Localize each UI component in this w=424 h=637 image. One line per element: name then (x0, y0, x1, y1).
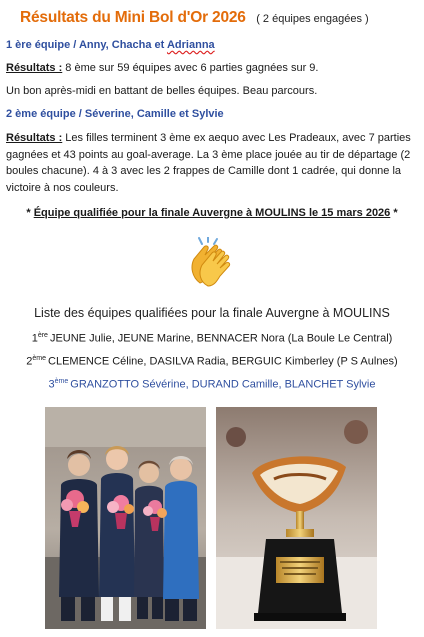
trophy-photo (216, 407, 377, 629)
qualification-line (0, 207, 424, 219)
qualification-star-right: * (390, 207, 398, 219)
team-members: GRANZOTTO Sévérine, DURAND Camille, BLANCHET Sylvie (70, 378, 376, 391)
team-members: CLEMENCE Céline, DASILVA Radia, BERGUIC Kimberley (P S Aulnes) (48, 355, 398, 368)
team1-heading-text: 1 ère équipe / Anny, Chacha et (6, 39, 167, 51)
team1-results-label: Résultats : (6, 62, 63, 74)
team2-results (6, 130, 416, 196)
rank-suffix: ème (32, 355, 47, 362)
team1-results (6, 60, 416, 77)
title-row (20, 9, 369, 27)
page-title: Résultats du Mini Bol d'Or 2026 (20, 9, 246, 26)
team-photo (45, 407, 206, 629)
team2-heading: 2 ème équipe / Séverine, Camille et Sylvie (6, 108, 224, 120)
qualified-list-title: Liste des équipes qualifiées pour la finale Auvergne à MOULINS (34, 306, 390, 320)
rank-number: 1 (31, 332, 38, 345)
qualified-team-1 (0, 332, 424, 345)
rank-suffix: ère (37, 332, 48, 339)
rank-number: 2 (26, 355, 33, 368)
team-members: JEUNE Julie, JEUNE Marine, BENNACER Nora (La Boule Le Central) (49, 332, 393, 345)
qualification-text: Équipe qualifiée pour la finale Auvergne à MOULINS le 15 mars 2026 (33, 207, 391, 219)
page-subtitle: ( 2 équipes engagées ) (256, 13, 369, 25)
qualified-team-2 (0, 355, 424, 368)
team2-results-text: Les filles terminent 3 ème ex aequo avec Les Pradeaux, avec 7 parties gagnées et 43 points au goal-average. La 3 ème place jouée au tir de départage (2 boules chacune). 4 à 3 avec les 2 frappes de Camille dont 1 cadrée, qui donne la victoire à nos couleurs. (6, 132, 411, 194)
team1-results-text: 8 ème sur 59 équipes avec 6 parties gagnées sur 9. (62, 62, 319, 74)
clapping-hands-icon (186, 237, 238, 289)
team2-results-label: Résultats : (6, 132, 63, 144)
team1-heading (6, 39, 215, 51)
team1-comment: Un bon après-midi en battant de belles équipes. Beau parcours. (6, 85, 318, 97)
team1-heading-highlight: Adrianna (166, 39, 215, 51)
rank-number: 3 (48, 378, 55, 391)
qualification-star-left: * (26, 207, 34, 219)
rank-suffix: ème (54, 378, 69, 385)
qualified-team-3 (0, 378, 424, 391)
